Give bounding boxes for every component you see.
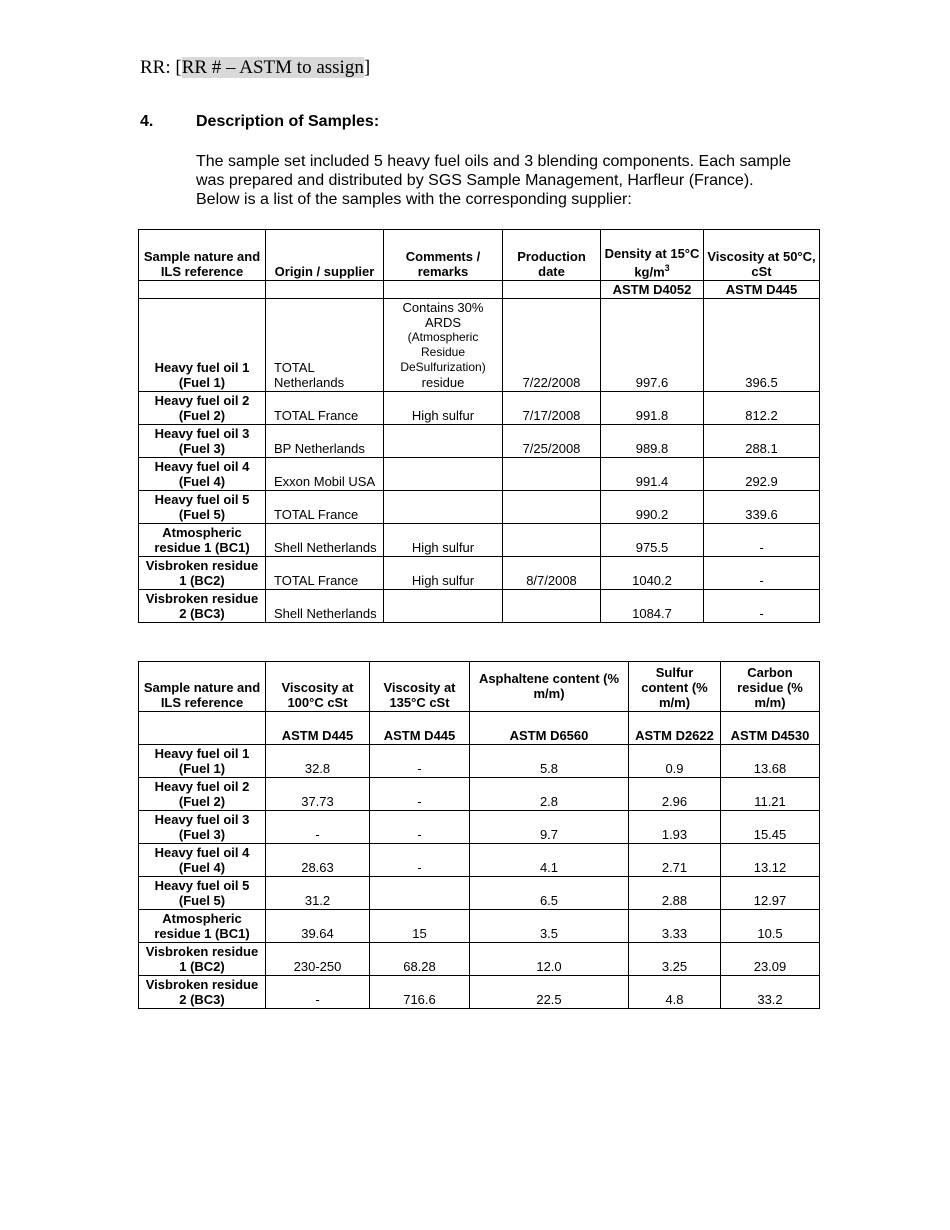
col-header-asphaltene: Asphaltene content (% m/m) — [470, 662, 629, 712]
production-date-cell: 7/25/2008 — [503, 425, 601, 458]
comments-cell — [384, 299, 503, 392]
table-row — [139, 299, 820, 392]
asphaltene-cell: 4.1 — [470, 844, 629, 877]
method-carbon: ASTM D4530 — [721, 712, 820, 745]
sulfur-cell: 0.9 — [629, 745, 721, 778]
col-header-carbon: Carbon residue (% m/m) — [721, 662, 820, 712]
origin-cell: TOTAL Netherlands — [266, 299, 384, 392]
method-cell-empty — [384, 281, 503, 299]
carbon-residue-cell: 23.09 — [721, 943, 820, 976]
viscosity-cell: 339.6 — [704, 491, 820, 524]
density-cell: 975.5 — [601, 524, 704, 557]
table-row — [139, 877, 820, 910]
method-viscosity: ASTM D445 — [704, 281, 820, 299]
col-header-origin: Origin / supplier — [266, 230, 384, 281]
viscosity-100-cell: 39.64 — [266, 910, 370, 943]
viscosity-100-cell: - — [266, 976, 370, 1009]
asphaltene-cell: 6.5 — [470, 877, 629, 910]
sulfur-cell: 4.8 — [629, 976, 721, 1009]
sulfur-cell: 2.88 — [629, 877, 721, 910]
sample-name-cell: Visbroken residue 2 (BC3) — [139, 590, 266, 623]
col-header-visc100: Viscosity at 100°C cSt — [266, 662, 370, 712]
samples-table — [138, 229, 820, 623]
table-row — [139, 590, 820, 623]
density-cell: 991.4 — [601, 458, 704, 491]
report-reference — [140, 57, 370, 79]
table-row — [139, 392, 820, 425]
col-header-production: Production date — [503, 230, 601, 281]
viscosity-135-cell: - — [370, 844, 470, 877]
density-cell: 1084.7 — [601, 590, 704, 623]
carbon-residue-cell: 33.2 — [721, 976, 820, 1009]
comments-cell — [384, 425, 503, 458]
asphaltene-cell: 2.8 — [470, 778, 629, 811]
table-row — [139, 491, 820, 524]
density-cell: 991.8 — [601, 392, 704, 425]
table-row — [139, 458, 820, 491]
origin-cell: Exxon Mobil USA — [266, 458, 384, 491]
method-asphaltene: ASTM D6560 — [470, 712, 629, 745]
method-visc135: ASTM D445 — [370, 712, 470, 745]
comment-note-tail: residue — [421, 375, 465, 390]
density-cell: 990.2 — [601, 491, 704, 524]
carbon-residue-cell: 11.21 — [721, 778, 820, 811]
properties-table-method-row — [139, 712, 820, 745]
origin-cell: BP Netherlands — [266, 425, 384, 458]
comments-cell — [384, 491, 503, 524]
sample-name-cell: Visbroken residue 1 (BC2) — [139, 557, 266, 590]
sample-name-cell: Heavy fuel oil 2 (Fuel 2) — [139, 392, 266, 425]
asphaltene-cell: 9.7 — [470, 811, 629, 844]
col-header-sample: Sample nature and ILS reference — [139, 662, 266, 712]
origin-cell: Shell Netherlands — [266, 524, 384, 557]
samples-table-header-row — [139, 230, 820, 281]
table-row — [139, 844, 820, 877]
viscosity-cell: 396.5 — [704, 299, 820, 392]
comments-cell: High sulfur — [384, 557, 503, 590]
production-date-cell — [503, 590, 601, 623]
sample-name-cell: Heavy fuel oil 4 (Fuel 4) — [139, 458, 266, 491]
viscosity-100-cell: 28.63 — [266, 844, 370, 877]
sample-name-cell: Heavy fuel oil 3 (Fuel 3) — [139, 425, 266, 458]
table-row — [139, 557, 820, 590]
sample-name-cell: Heavy fuel oil 1 (Fuel 1) — [139, 299, 266, 392]
report-reference-suffix: ] — [363, 57, 371, 78]
table-row — [139, 976, 820, 1009]
comment-note-detail: (Atmospheric Residue DeSulfurization) — [400, 330, 486, 374]
viscosity-100-cell: 37.73 — [266, 778, 370, 811]
viscosity-135-cell: - — [370, 811, 470, 844]
sulfur-cell: 2.96 — [629, 778, 721, 811]
method-sulfur: ASTM D2622 — [629, 712, 721, 745]
method-cell-empty — [139, 281, 266, 299]
viscosity-135-cell — [370, 877, 470, 910]
properties-table-header-row — [139, 662, 820, 712]
viscosity-cell: 812.2 — [704, 392, 820, 425]
carbon-residue-cell: 13.68 — [721, 745, 820, 778]
col-header-density — [601, 230, 704, 281]
sample-name-cell: Heavy fuel oil 3 (Fuel 3) — [139, 811, 266, 844]
comments-cell: High sulfur — [384, 524, 503, 557]
section-title: Description of Samples: — [196, 113, 380, 130]
table-row — [139, 811, 820, 844]
sample-name-cell: Heavy fuel oil 5 (Fuel 5) — [139, 491, 266, 524]
samples-table-method-row — [139, 281, 820, 299]
sulfur-cell: 1.93 — [629, 811, 721, 844]
sample-name-cell: Visbroken residue 1 (BC2) — [139, 943, 266, 976]
sample-name-cell: Heavy fuel oil 5 (Fuel 5) — [139, 877, 266, 910]
viscosity-135-cell: 15 — [370, 910, 470, 943]
viscosity-100-cell: - — [266, 811, 370, 844]
section-intro: The sample set included 5 heavy fuel oils and 3 blending components. Each sample was prepared and distributed by SGS Sample Management, Harfleur (France). Below is a list of the samples with the corresponding supplier: — [196, 153, 792, 208]
viscosity-135-cell: 68.28 — [370, 943, 470, 976]
origin-cell: TOTAL France — [266, 392, 384, 425]
density-cell: 1040.2 — [601, 557, 704, 590]
report-reference-prefix: RR: [ — [140, 57, 182, 78]
method-cell-empty — [139, 712, 266, 745]
production-date-cell: 8/7/2008 — [503, 557, 601, 590]
sample-name-cell: Heavy fuel oil 1 (Fuel 1) — [139, 745, 266, 778]
table-row — [139, 745, 820, 778]
viscosity-100-cell: 230-250 — [266, 943, 370, 976]
table-row — [139, 778, 820, 811]
sample-name-cell: Atmospheric residue 1 (BC1) — [139, 524, 266, 557]
viscosity-100-cell: 32.8 — [266, 745, 370, 778]
carbon-residue-cell: 15.45 — [721, 811, 820, 844]
report-reference-placeholder: RR # – ASTM to assign — [181, 57, 364, 78]
col-header-sample: Sample nature and ILS reference — [139, 230, 266, 281]
sample-name-cell: Visbroken residue 2 (BC3) — [139, 976, 266, 1009]
viscosity-135-cell: - — [370, 745, 470, 778]
asphaltene-cell: 22.5 — [470, 976, 629, 1009]
col-header-visc135: Viscosity at 135°C cSt — [370, 662, 470, 712]
density-cell: 989.8 — [601, 425, 704, 458]
carbon-residue-cell: 10.5 — [721, 910, 820, 943]
asphaltene-cell: 12.0 — [470, 943, 629, 976]
origin-cell: TOTAL France — [266, 557, 384, 590]
viscosity-cell: - — [704, 524, 820, 557]
col-header-sulfur: Sulfur content (% m/m) — [629, 662, 721, 712]
viscosity-cell: 292.9 — [704, 458, 820, 491]
viscosity-cell: 288.1 — [704, 425, 820, 458]
sulfur-cell: 3.25 — [629, 943, 721, 976]
col-header-viscosity: Viscosity at 50°C, cSt — [704, 230, 820, 281]
table-row — [139, 910, 820, 943]
carbon-residue-cell: 12.97 — [721, 877, 820, 910]
origin-cell: Shell Netherlands — [266, 590, 384, 623]
section-number: 4. — [140, 113, 154, 130]
asphaltene-cell: 5.8 — [470, 745, 629, 778]
properties-table — [138, 661, 820, 1009]
comments-cell — [384, 590, 503, 623]
viscosity-100-cell: 31.2 — [266, 877, 370, 910]
sulfur-cell: 3.33 — [629, 910, 721, 943]
viscosity-cell: - — [704, 557, 820, 590]
col-header-comments: Comments / remarks — [384, 230, 503, 281]
production-date-cell: 7/17/2008 — [503, 392, 601, 425]
viscosity-cell: - — [704, 590, 820, 623]
col-header-density-label: Density at 15°C kg/m — [604, 245, 700, 279]
viscosity-135-cell: 716.6 — [370, 976, 470, 1009]
production-date-cell — [503, 491, 601, 524]
method-cell-empty — [503, 281, 601, 299]
method-visc100: ASTM D445 — [266, 712, 370, 745]
production-date-cell — [503, 524, 601, 557]
method-cell-empty — [266, 281, 384, 299]
density-cell: 997.6 — [601, 299, 704, 392]
carbon-residue-cell: 13.12 — [721, 844, 820, 877]
method-density: ASTM D4052 — [601, 281, 704, 299]
sulfur-cell: 2.71 — [629, 844, 721, 877]
table-row — [139, 943, 820, 976]
production-date-cell: 7/22/2008 — [503, 299, 601, 392]
sample-name-cell: Atmospheric residue 1 (BC1) — [139, 910, 266, 943]
sample-name-cell: Heavy fuel oil 4 (Fuel 4) — [139, 844, 266, 877]
comments-cell: High sulfur — [384, 392, 503, 425]
comments-cell — [384, 458, 503, 491]
sample-name-cell: Heavy fuel oil 2 (Fuel 2) — [139, 778, 266, 811]
production-date-cell — [503, 458, 601, 491]
col-header-density-superscript: 3 — [664, 262, 670, 273]
comment-note-main: Contains 30% ARDS — [402, 300, 484, 330]
table-row — [139, 425, 820, 458]
table-row — [139, 524, 820, 557]
asphaltene-cell: 3.5 — [470, 910, 629, 943]
origin-cell: TOTAL France — [266, 491, 384, 524]
viscosity-135-cell: - — [370, 778, 470, 811]
